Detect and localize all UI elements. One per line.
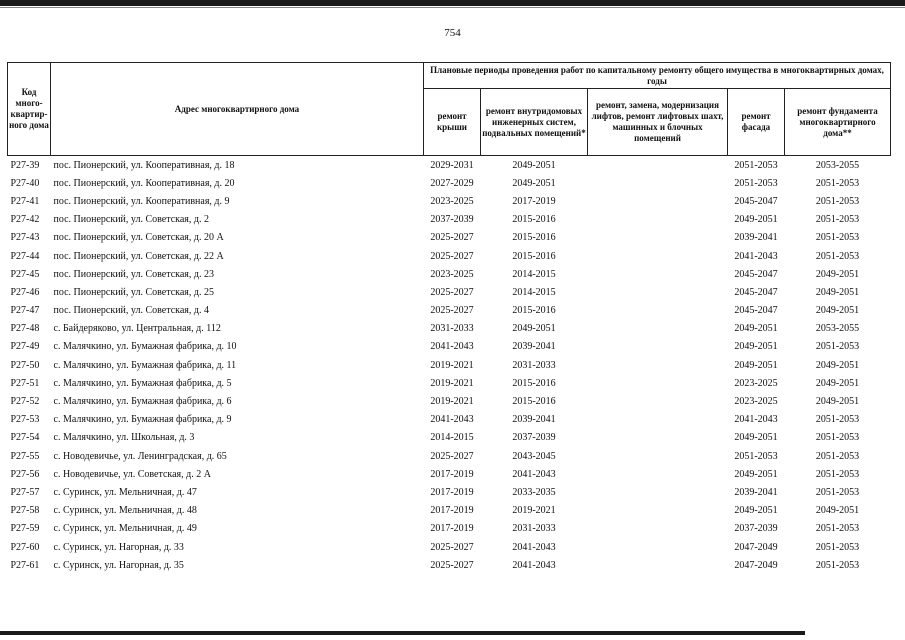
cell-facade: 2039-2041: [734, 486, 778, 498]
cell-code: P27-54: [10, 432, 40, 444]
cell-systems: 2037-2039: [512, 432, 556, 444]
cell-foundation: 2049-2051: [815, 305, 860, 317]
cell-facade: 2051-2053: [734, 159, 778, 171]
cell-lifts: [588, 538, 728, 556]
cell-roof: 2025-2027: [430, 450, 474, 462]
header-lifts: ремонт, замена, модернизация лифтов, ремонт лифтовых шахт, машинных и блочных помещений: [588, 89, 728, 156]
table-row: [8, 265, 891, 283]
table-row: [8, 211, 891, 229]
cell-foundation: 2051-2053: [815, 195, 860, 207]
cell-facade: 2045-2047: [734, 268, 778, 280]
cell-code: P27-50: [10, 359, 40, 371]
cell-roof: 2031-2033: [430, 323, 474, 335]
cell-code: P27-44: [10, 250, 40, 262]
cell-address: с. Малячкино, ул. Бумажная фабрика, д. 11: [53, 359, 237, 371]
cell-lifts: [588, 374, 728, 392]
cell-facade: 2051-2053: [734, 450, 778, 462]
table-row: [8, 465, 891, 483]
table-row: [8, 374, 891, 392]
cell-roof: 2025-2027: [430, 305, 474, 317]
cell-lifts: [588, 338, 728, 356]
cell-roof: 2019-2021: [430, 359, 474, 371]
cell-code: P27-57: [10, 486, 40, 498]
cell-address: с. Малячкино, ул. Школьная, д. 3: [53, 432, 195, 444]
cell-foundation: 2051-2053: [815, 450, 860, 462]
cell-lifts: [588, 192, 728, 210]
cell-facade: 2051-2053: [734, 177, 778, 189]
cell-facade: 2023-2025: [734, 396, 778, 408]
cell-lifts: [588, 174, 728, 192]
cell-systems: 2019-2021: [512, 505, 556, 517]
cell-code: P27-40: [10, 177, 40, 189]
table-row: [8, 192, 891, 210]
header-foundation: ремонт фундамента многоквартирного дома**: [785, 89, 891, 156]
cell-facade: 2049-2051: [734, 468, 778, 480]
cell-lifts: [588, 211, 728, 229]
cell-roof: 2025-2027: [430, 250, 474, 262]
cell-code: P27-43: [10, 232, 40, 244]
cell-roof: 2014-2015: [430, 432, 474, 444]
cell-code: P27-51: [10, 377, 40, 389]
cell-lifts: [588, 520, 728, 538]
cell-address: с. Малячкино, ул. Бумажная фабрика, д. 9: [53, 414, 232, 426]
cell-foundation: 2051-2053: [815, 468, 860, 480]
cell-address: с. Малячкино, ул. Бумажная фабрика, д. 6: [53, 396, 232, 408]
cell-address: с. Новодевичье, ул. Ленинградская, д. 65: [53, 450, 227, 462]
cell-lifts: [588, 156, 728, 175]
table-row: [8, 174, 891, 192]
cell-roof: 2037-2039: [430, 214, 474, 226]
cell-systems: 2017-2019: [512, 195, 556, 207]
cell-roof: 2027-2029: [430, 177, 474, 189]
cell-foundation: 2051-2053: [815, 559, 860, 571]
cell-address: пос. Пионерский, ул. Кооперативная, д. 18: [53, 159, 235, 171]
cell-lifts: [588, 411, 728, 429]
cell-facade: 2049-2051: [734, 341, 778, 353]
table-body: [8, 156, 891, 575]
table-row: [8, 156, 891, 175]
header-roof: ремонт крыши: [424, 89, 481, 156]
cell-lifts: [588, 392, 728, 410]
cell-lifts: [588, 265, 728, 283]
cell-lifts: [588, 302, 728, 320]
cell-roof: 2025-2027: [430, 541, 474, 553]
header-facade: ремонт фасада: [728, 89, 785, 156]
cell-code: P27-58: [10, 505, 40, 517]
cell-lifts: [588, 483, 728, 501]
cell-foundation: 2051-2053: [815, 486, 860, 498]
cell-facade: 2045-2047: [734, 286, 778, 298]
cell-code: P27-45: [10, 268, 40, 280]
table-row: [8, 520, 891, 538]
table-row: [8, 502, 891, 520]
cell-facade: 2041-2043: [734, 250, 778, 262]
cell-code: P27-59: [10, 523, 40, 535]
cell-code: P27-47: [10, 305, 40, 317]
header-address: Адрес многоквартирного дома: [51, 63, 424, 156]
cell-address: пос. Пионерский, ул. Советская, д. 22 А: [53, 250, 224, 262]
cell-systems: 2033-2035: [512, 486, 556, 498]
cell-roof: 2017-2019: [430, 486, 474, 498]
cell-roof: 2017-2019: [430, 468, 474, 480]
table-row: [8, 338, 891, 356]
cell-lifts: [588, 247, 728, 265]
cell-systems: 2041-2043: [512, 468, 556, 480]
cell-lifts: [588, 447, 728, 465]
cell-lifts: [588, 320, 728, 338]
cell-systems: 2049-2051: [512, 323, 556, 335]
cell-foundation: 2049-2051: [815, 396, 860, 408]
table-row: [8, 320, 891, 338]
cell-roof: 2017-2019: [430, 523, 474, 535]
cell-foundation: 2053-2055: [815, 323, 860, 335]
cell-systems: 2015-2016: [512, 250, 556, 262]
cell-code: P27-39: [10, 159, 40, 171]
cell-facade: 2049-2051: [734, 359, 778, 371]
cell-foundation: 2049-2051: [815, 268, 860, 280]
cell-roof: 2023-2025: [430, 195, 474, 207]
cell-facade: 2039-2041: [734, 232, 778, 244]
cell-address: пос. Пионерский, ул. Советская, д. 20 А: [53, 232, 224, 244]
cell-roof: 2041-2043: [430, 341, 474, 353]
cell-systems: 2014-2015: [512, 268, 556, 280]
cell-code: P27-60: [10, 541, 40, 553]
cell-roof: 2017-2019: [430, 505, 474, 517]
table-row: [8, 447, 891, 465]
cell-systems: 2015-2016: [512, 232, 556, 244]
cell-foundation: 2051-2053: [815, 523, 860, 535]
cell-address: с. Суринск, ул. Мельничная, д. 49: [53, 523, 197, 535]
cell-lifts: [588, 229, 728, 247]
cell-address: пос. Пионерский, ул. Советская, д. 25: [53, 286, 214, 298]
cell-address: с. Новодевичье, ул. Советская, д. 2 А: [53, 468, 211, 480]
cell-systems: 2014-2015: [512, 286, 556, 298]
cell-roof: 2025-2027: [430, 286, 474, 298]
cell-systems: 2041-2043: [512, 559, 556, 571]
cell-address: пос. Пионерский, ул. Советская, д. 2: [53, 214, 209, 226]
header-group: Плановые периоды проведения работ по капитальному ремонту общего имущества в многоквартирных домах, годы: [424, 63, 891, 89]
cell-lifts: [588, 356, 728, 374]
cell-lifts: [588, 283, 728, 301]
table-row: [8, 302, 891, 320]
cell-code: P27-52: [10, 396, 40, 408]
table-row: [8, 556, 891, 574]
cell-address: с. Суринск, ул. Нагорная, д. 35: [53, 559, 184, 571]
cell-facade: 2049-2051: [734, 432, 778, 444]
cell-systems: 2039-2041: [512, 341, 556, 353]
cell-roof: 2019-2021: [430, 396, 474, 408]
cell-foundation: 2049-2051: [815, 377, 860, 389]
cell-facade: 2047-2049: [734, 541, 778, 553]
cell-address: пос. Пионерский, ул. Кооперативная, д. 20: [53, 177, 235, 189]
table-row: [8, 229, 891, 247]
cell-systems: 2015-2016: [512, 305, 556, 317]
cell-address: пос. Пионерский, ул. Советская, д. 23: [53, 268, 214, 280]
page-number: 754: [444, 27, 461, 39]
cell-roof: 2023-2025: [430, 268, 474, 280]
table-row: [8, 283, 891, 301]
cell-code: P27-49: [10, 341, 40, 353]
cell-address: с. Суринск, ул. Нагорная, д. 33: [53, 541, 184, 553]
cell-facade: 2041-2043: [734, 414, 778, 426]
bottom-border: [0, 631, 805, 635]
table-row: [8, 392, 891, 410]
cell-systems: 2049-2051: [512, 177, 556, 189]
table-row: [8, 411, 891, 429]
cell-facade: 2045-2047: [734, 305, 778, 317]
table-row: [8, 356, 891, 374]
cell-facade: 2023-2025: [734, 377, 778, 389]
cell-lifts: [588, 556, 728, 574]
cell-code: P27-41: [10, 195, 40, 207]
cell-code: P27-55: [10, 450, 40, 462]
cell-foundation: 2051-2053: [815, 214, 860, 226]
cell-roof: 2025-2027: [430, 559, 474, 571]
cell-systems: 2039-2041: [512, 414, 556, 426]
cell-facade: 2049-2051: [734, 323, 778, 335]
table-row: [8, 247, 891, 265]
cell-address: пос. Пионерский, ул. Советская, д. 4: [53, 305, 209, 317]
cell-address: с. Малячкино, ул. Бумажная фабрика, д. 5: [53, 377, 232, 389]
cell-facade: 2049-2051: [734, 214, 778, 226]
cell-roof: 2029-2031: [430, 159, 474, 171]
cell-code: P27-42: [10, 214, 40, 226]
cell-foundation: 2049-2051: [815, 286, 860, 298]
cell-systems: 2041-2043: [512, 541, 556, 553]
top-border: [0, 0, 905, 6]
cell-lifts: [588, 502, 728, 520]
cell-facade: 2049-2051: [734, 505, 778, 517]
cell-systems: 2015-2016: [512, 396, 556, 408]
cell-foundation: 2051-2053: [815, 414, 860, 426]
header-code: Код много-квартир-ного дома: [8, 63, 51, 156]
repair-schedule-table: [7, 62, 891, 574]
table-row: [8, 538, 891, 556]
cell-facade: 2037-2039: [734, 523, 778, 535]
cell-systems: 2043-2045: [512, 450, 556, 462]
cell-foundation: 2051-2053: [815, 232, 860, 244]
cell-address: с. Байдеряково, ул. Центральная, д. 112: [53, 323, 221, 335]
cell-lifts: [588, 465, 728, 483]
cell-code: P27-61: [10, 559, 40, 571]
cell-code: P27-46: [10, 286, 40, 298]
top-border-thin: [0, 7, 905, 8]
cell-systems: 2049-2051: [512, 159, 556, 171]
cell-address: с. Малячкино, ул. Бумажная фабрика, д. 10: [53, 341, 237, 353]
cell-lifts: [588, 429, 728, 447]
cell-roof: 2019-2021: [430, 377, 474, 389]
cell-code: P27-56: [10, 468, 40, 480]
cell-code: P27-48: [10, 323, 40, 335]
cell-foundation: 2053-2055: [815, 159, 860, 171]
cell-facade: 2047-2049: [734, 559, 778, 571]
table-row: [8, 429, 891, 447]
header-systems: ремонт внутридомовых инженерных систем, подвальных помещений*: [481, 89, 588, 156]
cell-foundation: 2051-2053: [815, 432, 860, 444]
cell-foundation: 2051-2053: [815, 541, 860, 553]
cell-foundation: 2049-2051: [815, 505, 860, 517]
cell-foundation: 2051-2053: [815, 250, 860, 262]
cell-foundation: 2051-2053: [815, 341, 860, 353]
cell-foundation: 2049-2051: [815, 359, 860, 371]
cell-code: P27-53: [10, 414, 40, 426]
table-row: [8, 483, 891, 501]
cell-roof: 2041-2043: [430, 414, 474, 426]
cell-address: пос. Пионерский, ул. Кооперативная, д. 9: [53, 195, 230, 207]
cell-roof: 2025-2027: [430, 232, 474, 244]
cell-systems: 2015-2016: [512, 214, 556, 226]
cell-facade: 2045-2047: [734, 195, 778, 207]
cell-address: с. Суринск, ул. Мельничная, д. 47: [53, 486, 197, 498]
cell-systems: 2015-2016: [512, 377, 556, 389]
cell-address: с. Суринск, ул. Мельничная, д. 48: [53, 505, 197, 517]
cell-foundation: 2051-2053: [815, 177, 860, 189]
cell-systems: 2031-2033: [512, 359, 556, 371]
cell-systems: 2031-2033: [512, 523, 556, 535]
